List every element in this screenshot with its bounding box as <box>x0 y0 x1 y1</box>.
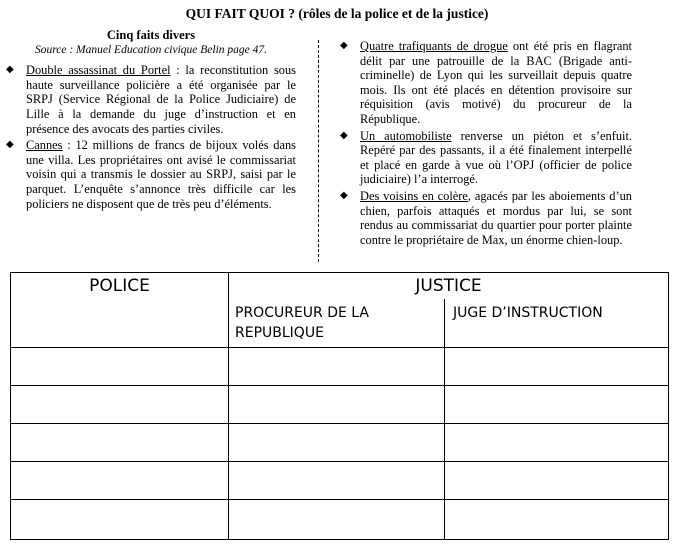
news-item-drogue <box>340 39 632 127</box>
section-heading: Cinq faits divers <box>106 28 196 42</box>
news-item-text: : la reconstitution sous haute surveillance policière a été organisée par le SRPJ (Service Régional de la Police Judiciaire) de Lille à la demande du juge d’instruction et en présence des avocats des parties civiles. <box>26 63 297 136</box>
answer-table <box>10 272 669 540</box>
news-item-text: ont été pris en flagrant délit par une patrouille de la BAC (Brigade anti-criminelle) de Lyon qui les surveillait depuis quatre mois. Ils ont été placés en détention provisoire sur réquisition (avis motivé) du procureur de la République. <box>360 39 632 126</box>
answer-cell-juge[interactable] <box>445 499 669 539</box>
diamond-bullet-icon: ◆ <box>340 40 348 51</box>
news-item-text: : 12 millions de francs de bijoux volés dans une villa. Les propriétaires ont avisé le commissariat voisin qui a transmis le dossier au SRPJ, saisi par le parquet. L’enquête s’annonce très difficile car les policiers ne disposent que de très peu d’éléments. <box>26 138 296 211</box>
answer-cell-procureur[interactable] <box>229 499 445 539</box>
diamond-bullet-icon: ◆ <box>6 139 14 151</box>
news-item-voisins <box>340 189 632 247</box>
answer-cell-police[interactable] <box>11 423 229 461</box>
news-item-text: renverse un piéton et s’enfuit. Repéré par des passants, il a été finalement interpellé et placé en garde à vue où l’OPJ (officier de police judiciaire) l’a interrogé. <box>360 128 633 187</box>
page-title: QUI FAIT QUOI ? (rôles de la police et de la justice) <box>185 6 489 21</box>
news-item-automobiliste <box>340 129 632 187</box>
news-item-lead: Cannes <box>26 138 63 153</box>
juge-header: JUGE D’INSTRUCTION <box>445 299 669 347</box>
news-item-lead: Un automobiliste <box>360 128 452 143</box>
answer-cell-juge[interactable] <box>445 461 669 499</box>
diamond-bullet-icon: ◆ <box>6 64 14 76</box>
right-column <box>340 39 632 249</box>
answer-cell-procureur[interactable] <box>229 461 445 499</box>
justice-header: JUSTICE <box>229 273 669 300</box>
source-citation: Source : Manuel Education civique Belin page 47. <box>34 43 268 56</box>
news-item-text: , agacés par les aboiements d’un chien, parfois attaqués et mordus par lui, se sont rendus au commissariat du quartier pour porter plainte contre le propriétaire de Max, un énorme chien-loup. <box>360 188 633 247</box>
news-item-lead: Quatre trafiquants de drogue <box>360 39 508 53</box>
diamond-bullet-icon: ◆ <box>340 129 348 141</box>
answer-cell-procureur[interactable] <box>229 385 445 423</box>
answer-cell-police[interactable] <box>11 347 229 385</box>
answer-cell-juge[interactable] <box>445 423 669 461</box>
procureur-header: PROCUREUR DE LA REPUBLIQUE <box>229 299 445 347</box>
answer-cell-procureur[interactable] <box>229 347 445 385</box>
news-item-portel <box>6 63 296 136</box>
police-header: POLICE <box>11 273 229 348</box>
news-item-cannes <box>6 138 296 211</box>
news-item-lead: Des voisins en colère <box>360 188 468 203</box>
answer-cell-juge[interactable] <box>445 385 669 423</box>
left-column <box>6 28 296 213</box>
news-item-lead: Double assassinat du Portel <box>26 63 171 78</box>
answer-cell-procureur[interactable] <box>229 423 445 461</box>
answer-cell-police[interactable] <box>11 499 229 539</box>
column-divider <box>318 40 319 262</box>
answer-cell-juge[interactable] <box>445 347 669 385</box>
answer-cell-police[interactable] <box>11 385 229 423</box>
diamond-bullet-icon: ◆ <box>340 189 348 201</box>
answer-cell-police[interactable] <box>11 461 229 499</box>
